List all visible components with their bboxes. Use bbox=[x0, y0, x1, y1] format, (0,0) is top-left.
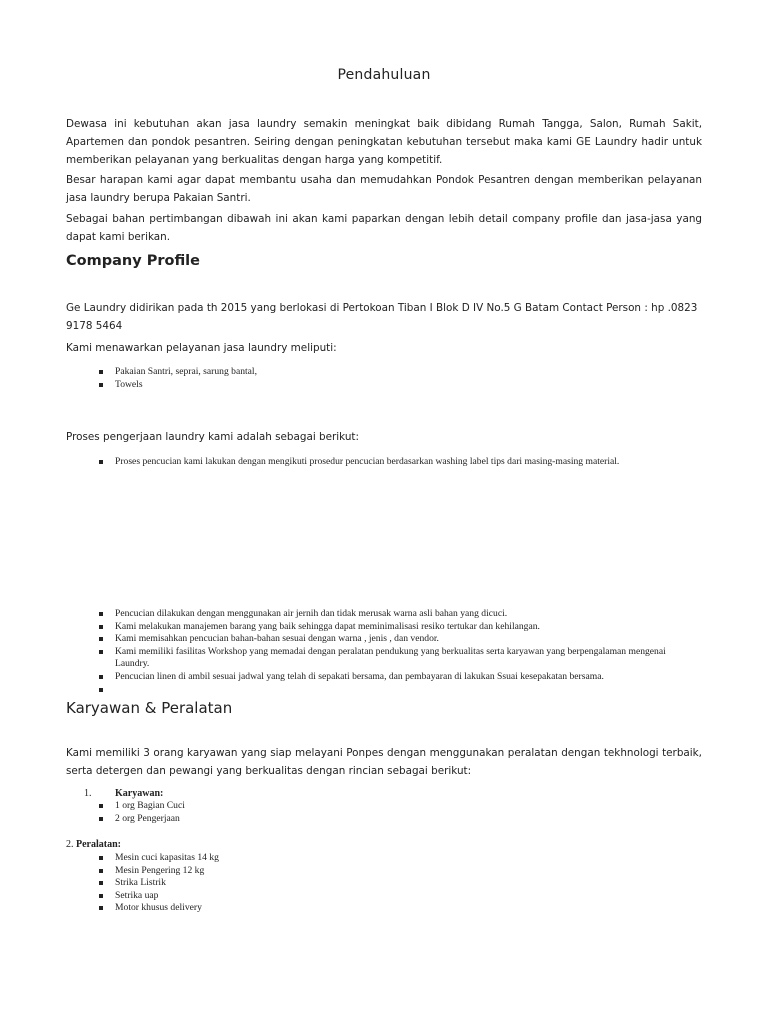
company-description: Ge Laundry didirikan pada th 2015 yang berlokasi di Pertokoan Tiban I Blok D IV No.5 G Batam Contact Person : hp .0823 9178 5464 bbox=[66, 302, 698, 332]
peralatan-list-heading bbox=[66, 839, 702, 850]
peralatan-list bbox=[66, 852, 702, 915]
intro-paragraph-3: Sebagai bahan pertimbangan dibawah ini akan kami paparkan dengan lebih detail company profile dan jasa-jasa yang dapat kami berikan. bbox=[66, 213, 702, 243]
page-title: Pendahuluan bbox=[337, 67, 431, 83]
services-list bbox=[66, 366, 702, 391]
karyawan-list bbox=[66, 800, 702, 825]
list-item: 2 org Pengerjaan bbox=[66, 813, 702, 826]
karyawan-heading: Karyawan & Peralatan bbox=[66, 699, 233, 717]
bullet-icon bbox=[99, 894, 103, 898]
list-number: 1. bbox=[84, 788, 92, 799]
process-intro: Proses pengerjaan laundry kami adalah sebagai berikut: bbox=[66, 431, 360, 443]
list-item bbox=[66, 684, 702, 697]
document-page bbox=[66, 0, 702, 1024]
list-item: Kami melakukan manajemen barang yang baik sehingga dapat meminimalisasi resiko tertukar dan kehilangan. bbox=[66, 621, 702, 634]
bullet-icon bbox=[99, 804, 103, 808]
list-item: Setrika uap bbox=[66, 890, 702, 903]
process-list-first bbox=[66, 456, 702, 469]
list-item: Motor khusus delivery bbox=[66, 902, 702, 915]
bullet-icon bbox=[99, 612, 103, 616]
karyawan-intro: Kami memiliki 3 orang karyawan yang siap melayani Ponpes dengan menggunakan peralatan dengan tekhnologi terbaik, serta detergen dan pewangi yang berkualitas dengan rincian sebagai berikut: bbox=[66, 747, 702, 777]
list-item: Strika Listrik bbox=[66, 877, 702, 890]
list-item: Proses pencucian kami lakukan dengan mengikuti prosedur pencucian berdasarkan washing label tips dari masing-masing material. bbox=[66, 456, 702, 469]
list-item: Pencucian dilakukan dengan menggunakan air jernih dan tidak merusak warna asli bahan yang dicuci. bbox=[66, 608, 702, 621]
intro-paragraph-2: Besar harapan kami agar dapat membantu usaha dan memudahkan Pondok Pesantren dengan memberikan pelayanan jasa laundry berupa Pakaian Santri. bbox=[66, 174, 702, 204]
karyawan-label: Karyawan: bbox=[115, 788, 164, 799]
bullet-icon bbox=[99, 881, 103, 885]
bullet-icon bbox=[99, 675, 103, 679]
list-item: Pencucian linen di ambil sesuai jadwal yang telah di sepakati bersama, dan pembayaran di lakukan Ssuai kesepakatan bersama. bbox=[66, 671, 702, 684]
bullet-icon bbox=[99, 869, 103, 873]
list-item: Towels bbox=[66, 379, 702, 392]
list-item: Mesin Pengering 12 kg bbox=[66, 865, 702, 878]
bullet-icon bbox=[99, 625, 103, 629]
company-profile-heading: Company Profile bbox=[66, 253, 200, 269]
list-item: 1 org Bagian Cuci bbox=[66, 800, 702, 813]
bullet-icon bbox=[99, 637, 103, 641]
bullet-icon bbox=[99, 817, 103, 821]
list-item: Kami memiliki fasilitas Workshop yang memadai dengan peralatan pendukung yang berkualitas serta karyawan yang berpengalaman mengenai Laundry. bbox=[66, 646, 702, 671]
bullet-icon bbox=[99, 688, 103, 692]
bullet-icon bbox=[99, 460, 103, 464]
services-intro: Kami menawarkan pelayanan jasa laundry meliputi: bbox=[66, 342, 337, 354]
bullet-icon bbox=[99, 856, 103, 860]
list-number: 2. bbox=[66, 839, 74, 850]
intro-paragraph-1: Dewasa ini kebutuhan akan jasa laundry semakin meningkat baik dibidang Rumah Tangga, Salon, Rumah Sakit, Apartemen dan pondok pesantren. Seiring dengan peningkatan kebutuhan tersebut maka kami GE Laundry hadir untuk memberikan pelayanan yang berkualitas dengan harga yang kompetitif. bbox=[66, 118, 702, 166]
list-item: Kami memisahkan pencucian bahan-bahan sesuai dengan warna , jenis , dan vendor. bbox=[66, 633, 702, 646]
list-item: Mesin cuci kapasitas 14 kg bbox=[66, 852, 702, 865]
bullet-icon bbox=[99, 650, 103, 654]
process-list bbox=[66, 608, 702, 696]
list-item: Pakaian Santri, seprai, sarung bantal, bbox=[66, 366, 702, 379]
bullet-icon bbox=[99, 383, 103, 387]
bullet-icon bbox=[99, 906, 103, 910]
bullet-icon bbox=[99, 370, 103, 374]
peralatan-label: Peralatan: bbox=[76, 839, 121, 850]
